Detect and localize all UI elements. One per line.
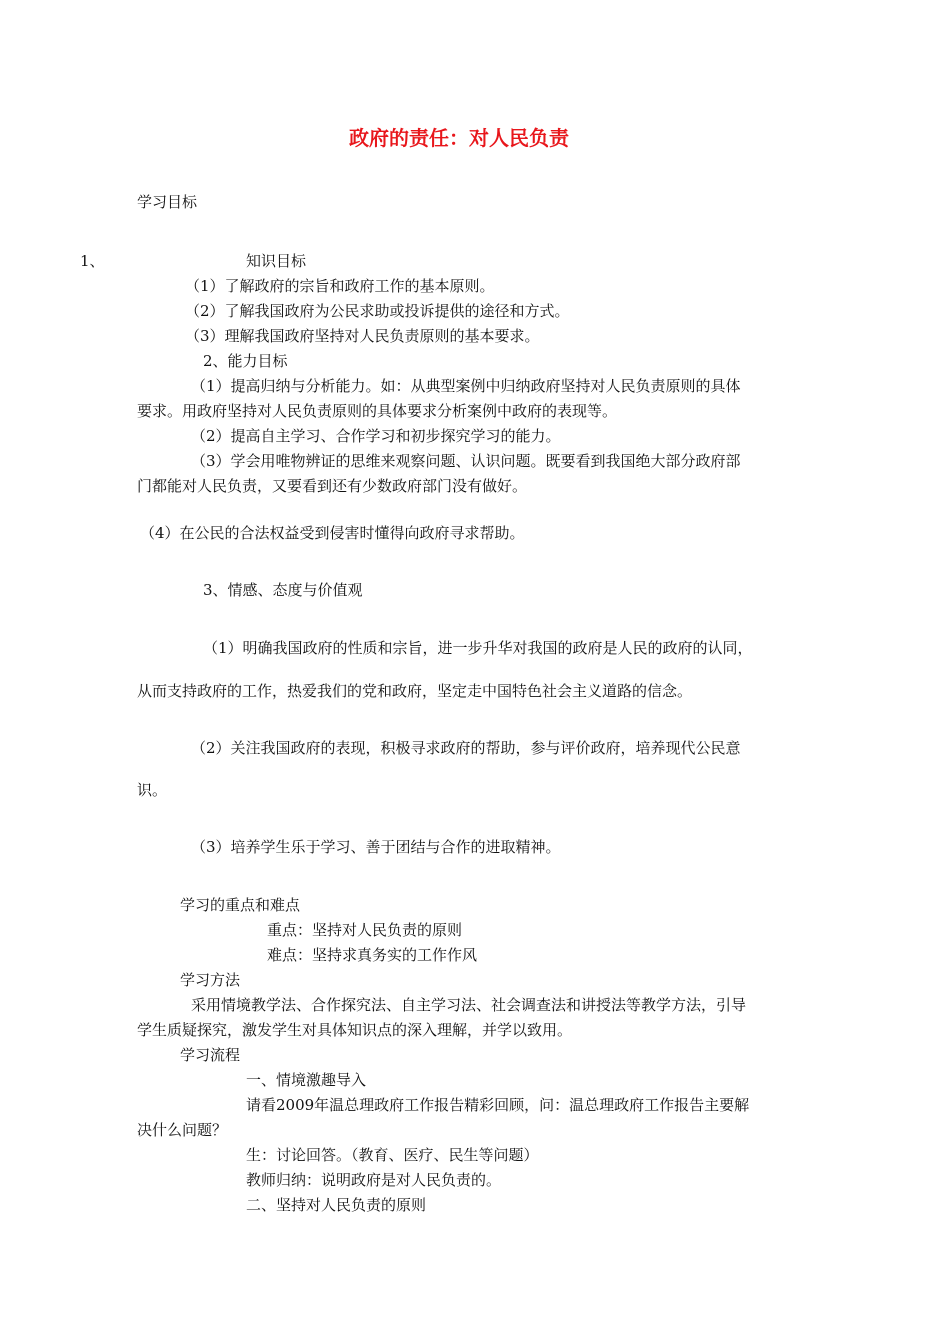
process-question: 请看2009年温总理政府工作报告精彩回顾，问：温总理政府工作报告主要解	[246, 1096, 750, 1114]
ability-heading: 2、能力目标	[203, 352, 288, 370]
knowledge-item: （2）了解我国政府为公民求助或投诉提供的途径和方式。	[185, 302, 570, 320]
key-points-heading: 学习的重点和难点	[180, 896, 301, 914]
methods-paragraph: 采用情境教学法、合作探究法、自主学习法、社会调查法和讲授法等教学方法，引导	[191, 996, 747, 1014]
knowledge-item: （1）了解政府的宗旨和政府工作的基本原则。	[185, 277, 495, 295]
document-title: 政府的责任：对人民负责	[349, 126, 569, 150]
ability-paragraph: 门都能对人民负责，又要看到还有少数政府部门没有做好。	[137, 477, 528, 495]
methods-paragraph: 学生质疑探究，激发学生对具体知识点的深入理解，并学以致用。	[137, 1021, 573, 1039]
process-heading: 学习流程	[180, 1046, 241, 1064]
emotion-paragraph: （1）明确我国政府的性质和宗旨，进一步升华对我国的政府是人民的政府的认同，	[203, 639, 753, 657]
ability-paragraph: （1）提高归纳与分析能力。如：从典型案例中归纳政府坚持对人民负责原则的具体	[191, 377, 741, 395]
objectives-heading: 学习目标	[137, 193, 198, 211]
emotion-paragraph: 从而支持政府的工作，热爱我们的党和政府，坚定走中国特色社会主义道路的信念。	[137, 682, 693, 700]
difficulty-text: 难点：坚持求真务实的工作作风	[267, 946, 478, 964]
process-section-heading: 一、情境激趣导入	[246, 1071, 367, 1089]
emotion-heading: 3、情感、态度与价值观	[203, 581, 363, 599]
ability-paragraph: （3）学会用唯物辨证的思维来观察问题、认识问题。既要看到我国绝大部分政府部	[191, 452, 741, 470]
ability-paragraph: （4）在公民的合法权益受到侵害时懂得向政府寻求帮助。	[140, 524, 525, 542]
process-section-heading: 二、坚持对人民负责的原则	[246, 1196, 427, 1214]
emotion-paragraph: 识。	[137, 781, 168, 799]
teacher-summary: 教师归纳：说明政府是对人民负责的。	[246, 1171, 502, 1189]
focus-text: 重点：坚持对人民负责的原则	[267, 921, 463, 939]
emotion-paragraph: （3）培养学生乐于学习、善于团结与合作的进取精神。	[191, 838, 561, 856]
process-question: 决什么问题？	[137, 1121, 228, 1139]
emotion-paragraph: （2）关注我国政府的表现，积极寻求政府的帮助，参与评价政府，培养现代公民意	[191, 739, 741, 757]
item-number: 1、	[80, 252, 105, 270]
knowledge-item: （3）理解我国政府坚持对人民负责原则的基本要求。	[185, 327, 540, 345]
ability-paragraph: （2）提高自主学习、合作学习和初步探究学习的能力。	[191, 427, 561, 445]
student-response: 生：讨论回答。（教育、医疗、民生等问题）	[246, 1146, 539, 1164]
ability-paragraph: 要求。用政府坚持对人民负责原则的具体要求分析案例中政府的表现等。	[137, 402, 618, 420]
knowledge-heading: 知识目标	[246, 252, 307, 270]
methods-heading: 学习方法	[180, 971, 241, 989]
